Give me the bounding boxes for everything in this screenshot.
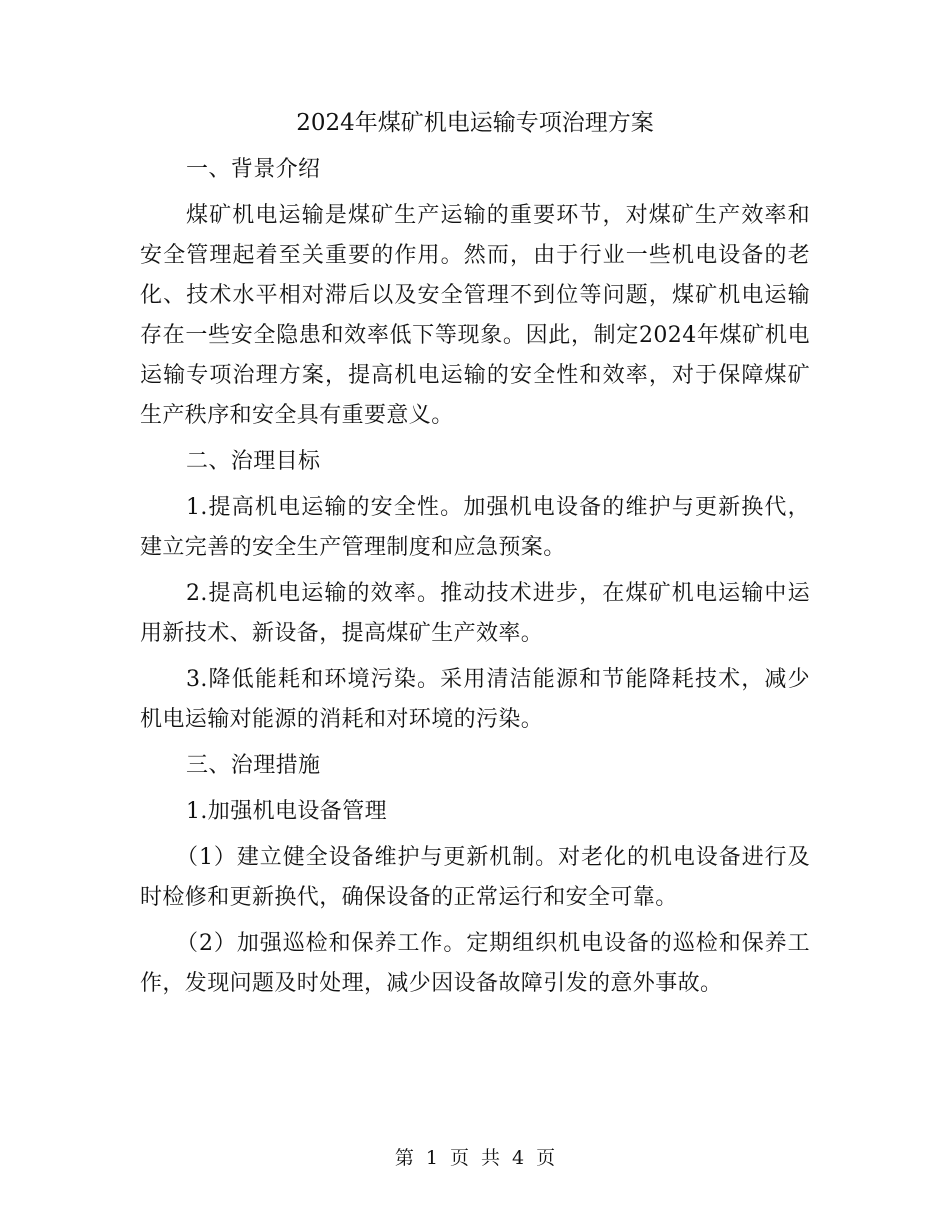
measure-heading-1: 1.加强机电设备管理	[186, 799, 387, 824]
measure-subitem-1: （1）建立健全设备维护与更新机制。对老化的机电设备进行及时检修和更新换代，确保设备的正常运行和安全可靠。	[140, 845, 810, 910]
page-footer: 第 1 页 共 4 页	[394, 1147, 556, 1169]
section-heading-measures: 三、治理措施	[186, 753, 321, 778]
goal-item-2: 2.提高机电运输的效率。推动技术进步，在煤矿机电运输中运用新技术、新设备，提高煤矿生产效率。	[140, 581, 810, 646]
document-body	[140, 150, 810, 1010]
paragraph-background: 煤矿机电运输是煤矿生产运输的重要环节，对煤矿生产效率和安全管理起着至关重要的作用。然而，由于行业一些机电设备的老化、技术水平相对滞后以及安全管理不到位等问题，煤矿机电运输存在一些安全隐患和效率低下等现象。因此，制定2024年煤矿机电运输专项治理方案，提高机电运输的安全性和效率，对于保障煤矿生产秩序和安全具有重要意义。	[140, 203, 810, 428]
measure-subitem-2: （2）加强巡检和保养工作。定期组织机电设备的巡检和保养工作，发现问题及时处理，减少因设备故障引发的意外事故。	[140, 931, 810, 996]
section-heading-goals: 二、治理目标	[186, 449, 321, 474]
section-heading-background: 一、背景介绍	[186, 157, 321, 182]
goal-item-3: 3.降低能耗和环境污染。采用清洁能源和节能降耗技术，减少机电运输对能源的消耗和对环境的污染。	[140, 667, 810, 732]
document-title: 2024年煤矿机电运输专项治理方案	[296, 110, 654, 136]
goal-item-1: 1.提高机电运输的安全性。加强机电设备的维护与更新换代，建立完善的安全生产管理制度和应急预案。	[140, 495, 810, 560]
